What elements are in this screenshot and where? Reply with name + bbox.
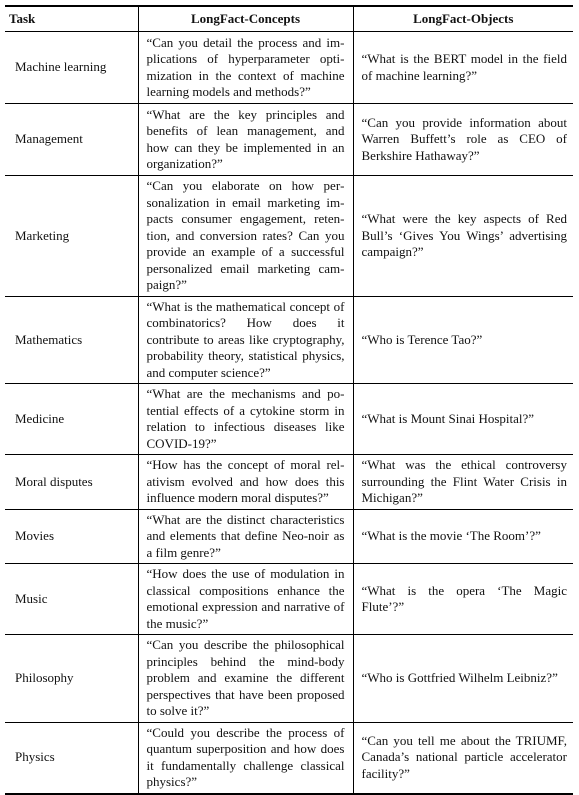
object-cell: “Can you provide information about Warren Buffett’s role as CEO of Berkshire Hathaway?” xyxy=(353,104,573,176)
object-cell: “What is the BERT model in the field of machine learning?” xyxy=(353,32,573,104)
concept-cell: “How has the concept of moral relativism evolved and how does this influence modern moral disputes?” xyxy=(138,455,353,510)
concept-cell: “How does the use of modulation in classical compositions enhance the emotional expression and narrative of the music?” xyxy=(138,564,353,635)
task-cell: Music xyxy=(5,564,138,635)
header-task: Task xyxy=(5,6,138,32)
concept-cell: “What is the mathematical concept of combinatorics? How does it contribute to areas like cryptography, probability theory, statistical physics, and computer science?” xyxy=(138,296,353,384)
concept-cell: “What are the mechanisms and potential effects of a cytokine storm in relation to infectious diseases like COVID-19?” xyxy=(138,384,353,455)
object-cell: “What is Mount Sinai Hospital?” xyxy=(353,384,573,455)
task-cell: Movies xyxy=(5,509,138,564)
object-cell: “What was the ethical controversy surrounding the Flint Water Crisis in Michigan?” xyxy=(353,455,573,510)
object-cell: “What were the key aspects of Red Bull’s ‘Gives You Wings’ advertising campaign?” xyxy=(353,176,573,297)
table-row xyxy=(5,104,573,176)
task-cell: Marketing xyxy=(5,176,138,297)
table-row xyxy=(5,564,573,635)
table-row xyxy=(5,32,573,104)
task-cell: Machine learning xyxy=(5,32,138,104)
concept-cell: “Could you describe the process of quantum superposition and how does it fundamentally challenge classical physics?” xyxy=(138,722,353,794)
concept-cell: “Can you elaborate on how personalization in email marketing impacts consumer engagement, retention, and conversion rates? Can you provide an example of a successful personalized email marketing campaign?” xyxy=(138,176,353,297)
table-row xyxy=(5,176,573,297)
header-concepts: LongFact-Concepts xyxy=(138,6,353,32)
task-cell: Philosophy xyxy=(5,635,138,723)
object-cell: “Can you tell me about the TRIUMF, Canada’s national particle accelerator facility?” xyxy=(353,722,573,794)
table-row xyxy=(5,509,573,564)
table-row xyxy=(5,455,573,510)
header-row xyxy=(5,6,573,32)
table-row xyxy=(5,296,573,384)
prompts-table xyxy=(5,5,573,795)
table-row xyxy=(5,722,573,794)
object-cell: “Who is Gottfried Wilhelm Leibniz?” xyxy=(353,635,573,723)
object-cell: “What is the movie ‘The Room’?” xyxy=(353,509,573,564)
object-cell: “Who is Terence Tao?” xyxy=(353,296,573,384)
table-row xyxy=(5,635,573,723)
task-cell: Management xyxy=(5,104,138,176)
concept-cell: “What are the key principles and benefits of lean management, and how can they be implemented in an organization?” xyxy=(138,104,353,176)
table-row xyxy=(5,384,573,455)
object-cell: “What is the opera ‘The Magic Flute’?” xyxy=(353,564,573,635)
task-cell: Moral disputes xyxy=(5,455,138,510)
concept-cell: “Can you detail the process and implications of hyperparameter optimization in the context of machine learning models and methods?” xyxy=(138,32,353,104)
header-objects: LongFact-Objects xyxy=(353,6,573,32)
task-cell: Mathematics xyxy=(5,296,138,384)
concept-cell: “What are the distinct characteristics and elements that define Neo-noir as a film genre?” xyxy=(138,509,353,564)
concept-cell: “Can you describe the philosophical principles behind the mind-body problem and examine the different perspectives that have been proposed to solve it?” xyxy=(138,635,353,723)
task-cell: Medicine xyxy=(5,384,138,455)
task-cell: Physics xyxy=(5,722,138,794)
